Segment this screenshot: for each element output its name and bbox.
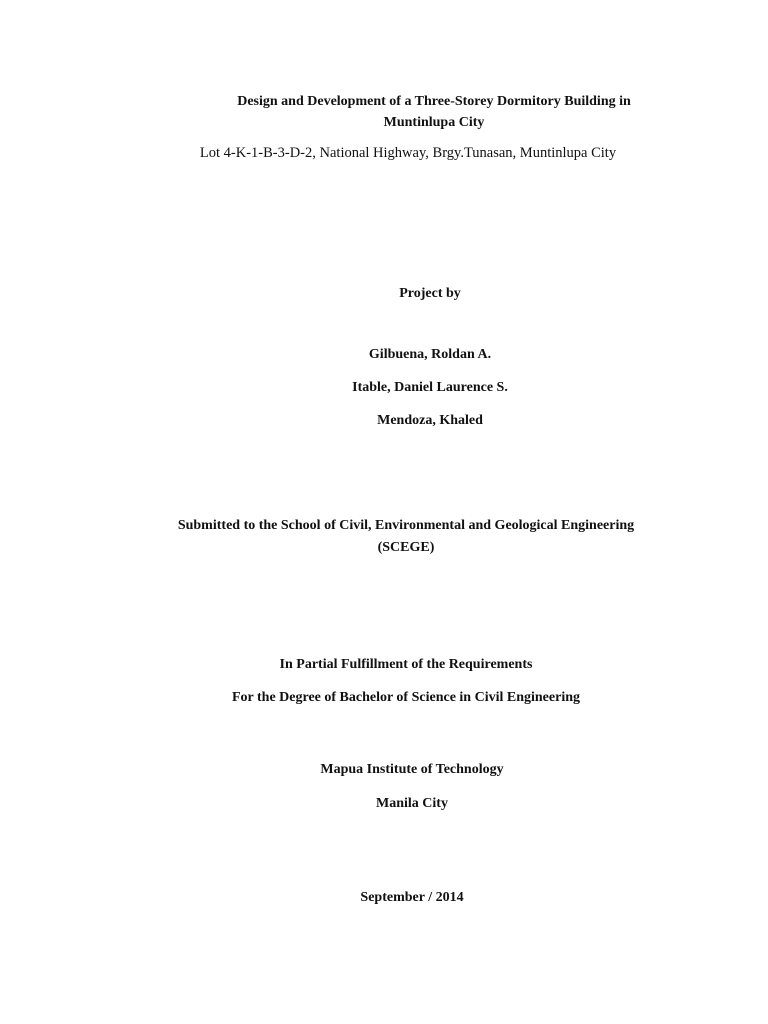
institution-city: Manila City [376,796,448,811]
submitted-to-line-1: Submitted to the School of Civil, Environmental and Geological Engineering [177,518,635,533]
author-name: Itable, Daniel Laurence S. [352,380,508,395]
submission-date: September / 2014 [360,890,464,905]
submitted-to-line-2: (SCEGE) [377,540,435,555]
document-title-line-1: Design and Development of a Three-Storey Dormitory Building in [237,94,631,109]
project-by-heading: Project by [399,286,461,301]
author-name: Gilbuena, Roldan A. [368,347,492,362]
document-title-line-2: Muntinlupa City [383,115,485,130]
author-name: Mendoza, Khaled [377,413,483,428]
institution-name: Mapua Institute of Technology [320,762,504,777]
project-address: Lot 4-K-1-B-3-D-2, National Highway, Brgy.Tunasan, Muntinlupa City [199,145,617,161]
fulfillment-line-1: In Partial Fulfillment of the Requirements [279,657,533,672]
fulfillment-line-2: For the Degree of Bachelor of Science in Civil Engineering [231,690,580,705]
